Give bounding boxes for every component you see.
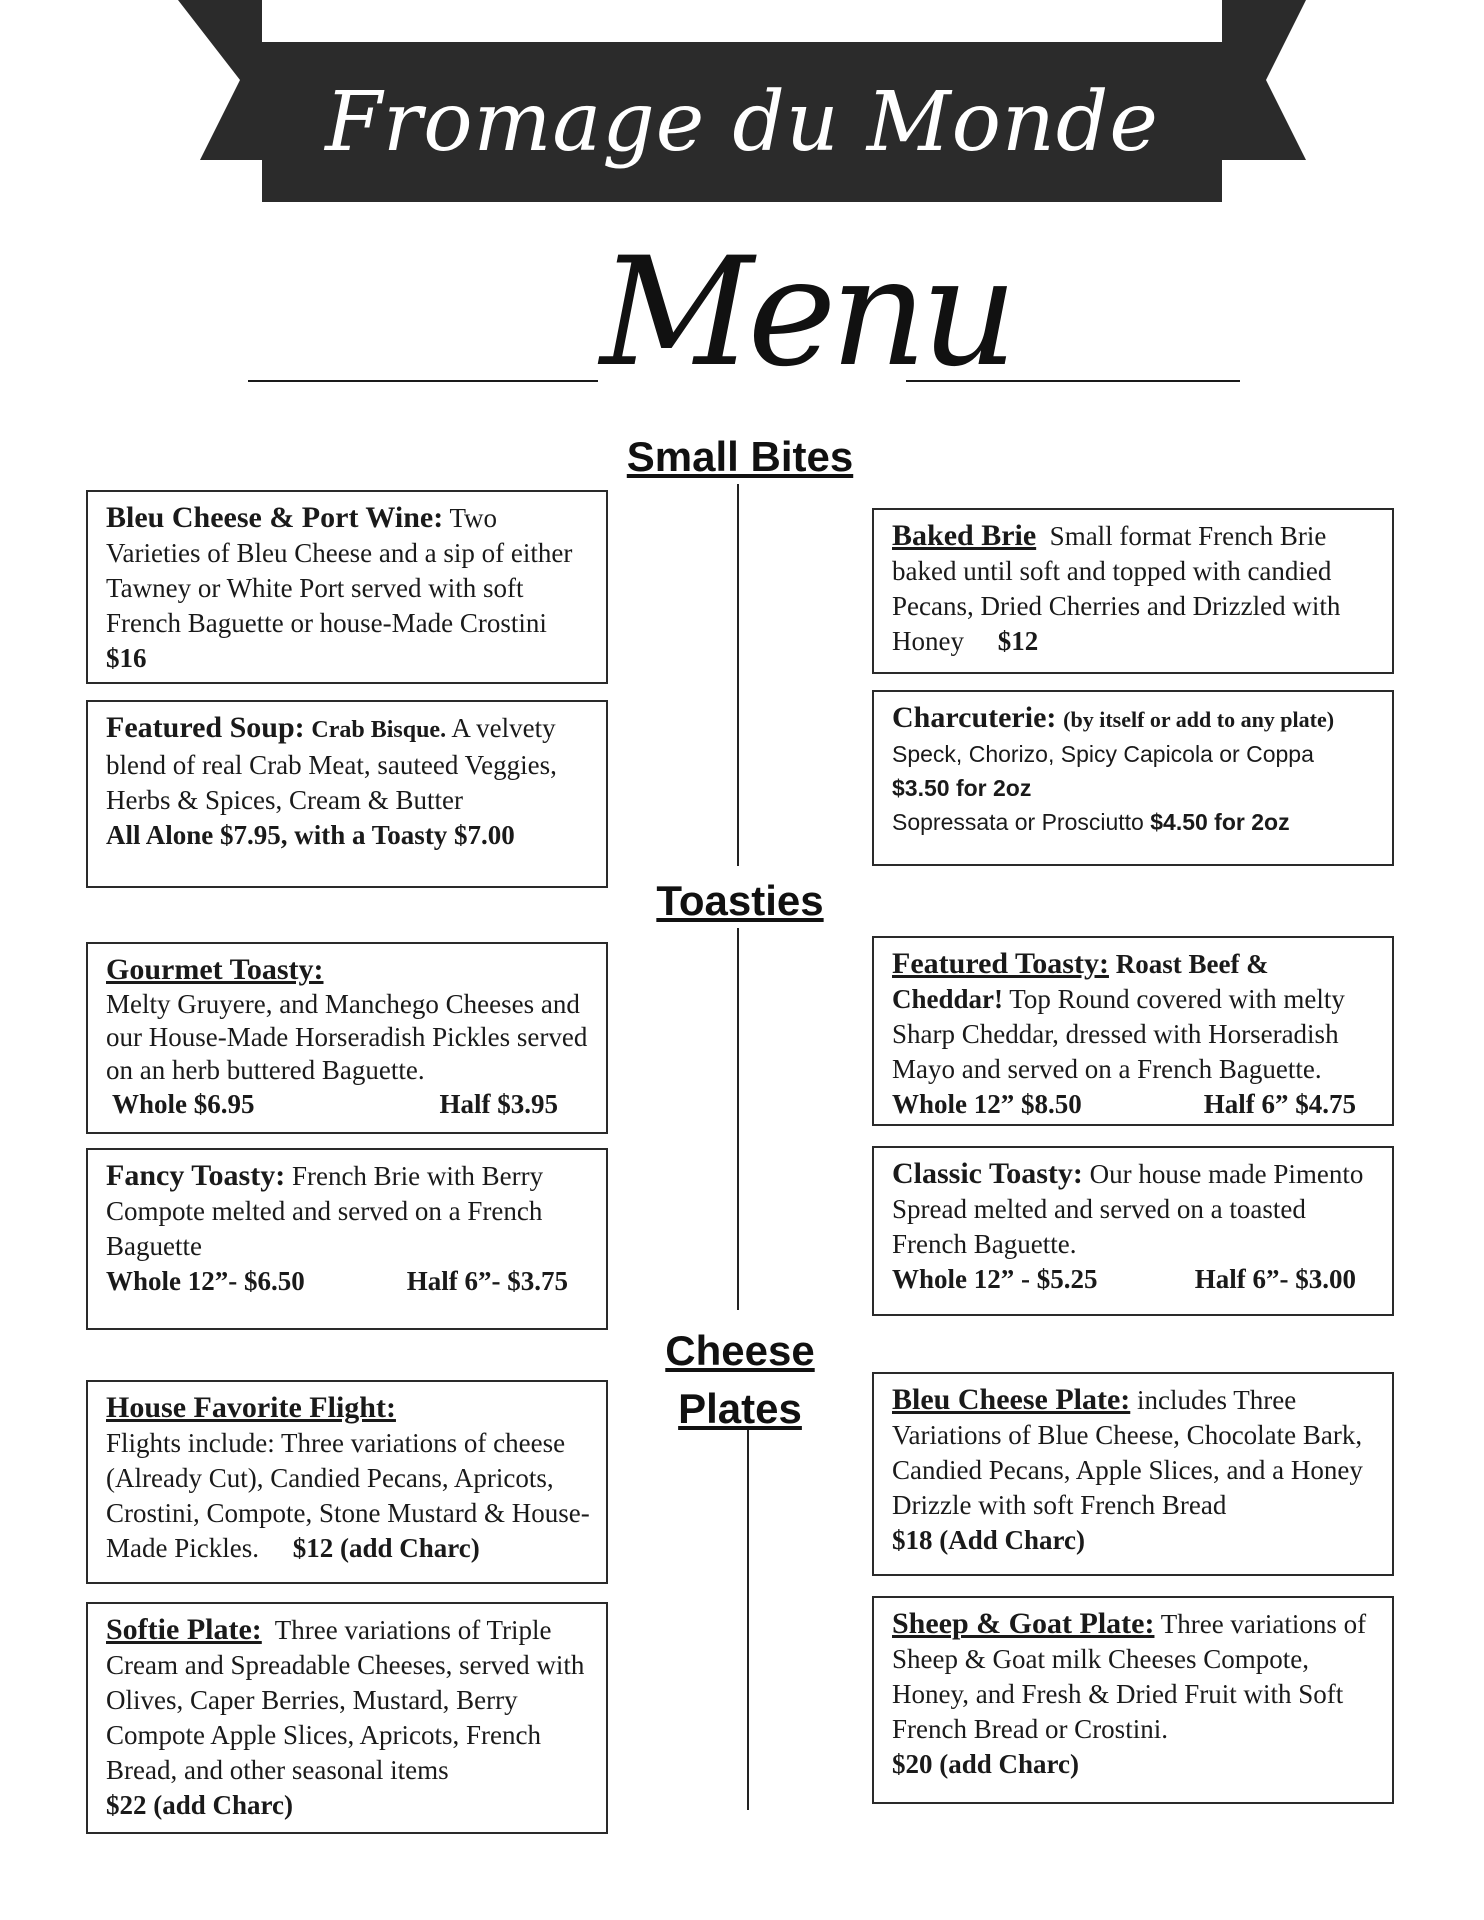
charc-line-2-text: Sopressata or Prosciutto xyxy=(892,809,1144,835)
item-name: Bleu Cheese & Port Wine: xyxy=(106,501,444,534)
divider-cheese-plates xyxy=(747,1430,749,1810)
price-whole: Whole 12” - $5.25 xyxy=(892,1264,1098,1294)
item-fancy-toasty xyxy=(86,1148,608,1330)
item-gourmet-toasty xyxy=(86,942,608,1134)
item-desc: includes Three Variations of Blue Cheese, Chocolate Bark, Candied Pecans, Apple Slices, and a Honey Drizzle with soft French Bread xyxy=(892,1385,1363,1520)
item-name: Featured Toasty: xyxy=(892,947,1109,980)
item-name: Fancy Toasty: xyxy=(106,1159,286,1192)
item-softie-plate xyxy=(86,1602,608,1834)
item-price: $16 xyxy=(106,643,147,673)
item-note: (by itself or add to any plate) xyxy=(1063,707,1335,732)
item-subname: Crab Bisque. xyxy=(311,717,447,743)
item-name: Charcuterie: xyxy=(892,701,1057,734)
item-desc: Two Varieties of Bleu Cheese and a sip of either Tawney or White Port served with soft French Baguette or house-Made Crostini xyxy=(106,503,573,638)
menu-title: Menu xyxy=(600,226,1012,400)
item-soup xyxy=(86,700,608,888)
item-name: Bleu Cheese Plate: xyxy=(892,1383,1131,1416)
item-name: Sheep & Goat Plate: xyxy=(892,1607,1155,1640)
item-classic-toasty xyxy=(872,1146,1394,1316)
item-name: Gourmet Toasty: xyxy=(106,953,324,986)
ribbon-left-tail xyxy=(178,0,262,160)
item-price: $12 xyxy=(997,626,1039,656)
section-cheese-plates-line2: Plates xyxy=(678,1385,802,1432)
item-desc: Three variations of Sheep & Goat milk Cheeses Compote, Honey, and Fresh & Dried Fruit with Soft French Bread or Crostini. xyxy=(892,1609,1367,1744)
divider-toasties xyxy=(737,928,739,1310)
menu-rule-right xyxy=(906,380,1240,382)
restaurant-name: Fromage du Monde xyxy=(325,74,1159,170)
item-subname: Roast Beef & Cheddar! xyxy=(892,949,1269,1014)
item-price: $12 (add Charc) xyxy=(292,1533,480,1563)
item-prices xyxy=(106,1264,590,1299)
price-half: Half 6” $4.75 xyxy=(1203,1089,1356,1119)
charc-line-1-price: $3.50 for 2oz xyxy=(892,775,1032,801)
item-bleu-port xyxy=(86,490,608,684)
ribbon-right-tail xyxy=(1222,0,1306,160)
item-featured-toasty xyxy=(872,936,1394,1126)
item-desc: Three variations of Triple Cream and Spreadable Cheeses, served with Olives, Caper Berries, Mustard, Berry Compote Apple Slices, Apricots, French Bread, and other seasonal items xyxy=(106,1615,585,1785)
item-name: Softie Plate: xyxy=(106,1613,262,1646)
item-price: $20 (add Charc) xyxy=(892,1749,1080,1779)
menu-rule-left xyxy=(248,380,598,382)
charc-line-1: Speck, Chorizo, Spicy Capicola or Coppa xyxy=(892,741,1314,767)
item-price: $18 (Add Charc) xyxy=(892,1525,1086,1555)
section-cheese-plates-line1: Cheese xyxy=(665,1327,815,1374)
section-toasties: Toasties xyxy=(656,877,824,924)
item-house-flight xyxy=(86,1380,608,1584)
price-whole: Whole $6.95 xyxy=(112,1089,255,1119)
item-baked-brie xyxy=(872,508,1394,674)
item-name: House Favorite Flight: xyxy=(106,1391,396,1424)
item-desc: Flights include: Three variations of cheese (Already Cut), Candied Pecans, Apricots, Crostini, Compote, Stone Mustard & House-Made Pickles. xyxy=(106,1428,590,1563)
price-whole: Whole 12” $8.50 xyxy=(892,1089,1082,1119)
item-desc: Top Round covered with melty Sharp Cheddar, dressed with Horseradish Mayo and served on a French Baguette. xyxy=(892,984,1345,1084)
section-small-bites: Small Bites xyxy=(626,433,854,480)
price-half: Half 6”- $3.75 xyxy=(406,1266,568,1296)
price-half: Half $3.95 xyxy=(439,1089,558,1119)
charc-line-2-price: $4.50 for 2oz xyxy=(1150,809,1290,835)
item-prices xyxy=(892,1087,1376,1122)
divider-small-bites xyxy=(737,484,739,866)
item-name: Classic Toasty: xyxy=(892,1157,1083,1190)
price-whole: Whole 12”- $6.50 xyxy=(106,1266,305,1296)
item-desc: Our house made Pimento Spread melted and served on a toasted French Baguette. xyxy=(892,1159,1364,1259)
item-sheep-goat xyxy=(872,1596,1394,1804)
item-desc: Small format French Brie baked until soft and topped with candied Pecans, Dried Cherries and Drizzled with Honey xyxy=(892,521,1341,656)
item-bleu-plate xyxy=(872,1372,1394,1576)
item-prices xyxy=(106,1087,590,1122)
item-name: Baked Brie xyxy=(892,519,1037,552)
item-desc: A velvety blend of real Crab Meat, sauteed Veggies, Herbs & Spices, Cream & Butter xyxy=(106,713,557,815)
item-desc: French Brie with Berry Compote melted and served on a French Baguette xyxy=(106,1161,544,1261)
item-desc: Melty Gruyere, and Manchego Cheeses and our House-Made Horseradish Pickles served on an herb buttered Baguette. xyxy=(106,989,588,1085)
banner xyxy=(262,42,1222,202)
item-name: Featured Soup: xyxy=(106,711,305,744)
item-price: All Alone $7.95, with a Toasty $7.00 xyxy=(106,820,515,850)
item-prices xyxy=(892,1262,1376,1297)
item-charcuterie xyxy=(872,690,1394,866)
charc-line-2 xyxy=(892,805,1376,839)
price-half: Half 6”- $3.00 xyxy=(1194,1264,1356,1294)
item-price: $22 (add Charc) xyxy=(106,1790,294,1820)
section-cheese-plates xyxy=(590,1322,890,1438)
